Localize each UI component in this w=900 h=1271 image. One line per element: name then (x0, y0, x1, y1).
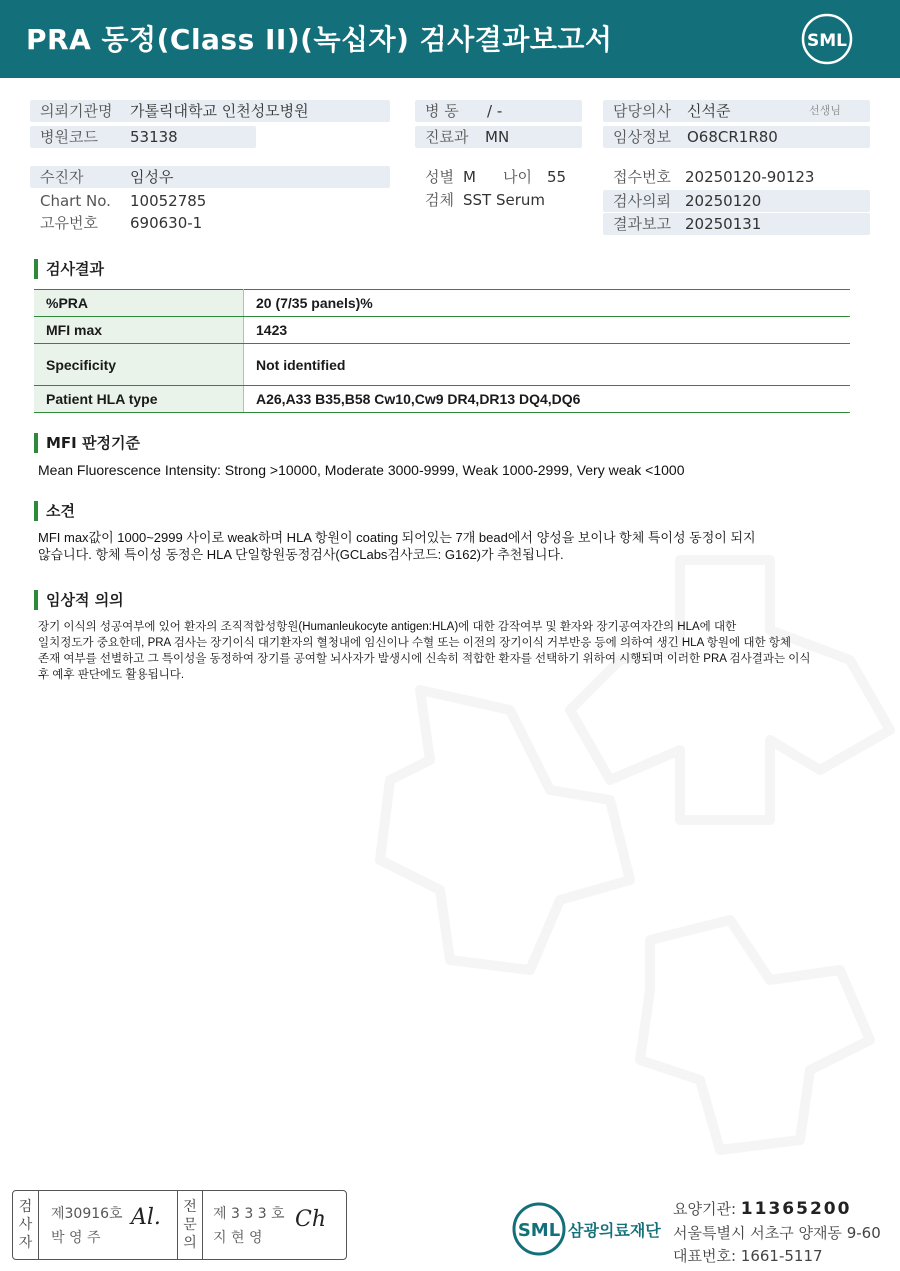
tester-name: 박 영 주 (51, 1230, 101, 1246)
clinical-text: 장기 이식의 성공여부에 있어 환자의 조직적합성항원(Humanleukocyte antigen:HLA)에 대한 감작여부 및 환자와 장기공여자간의 HLA에 대한 일치정도가 중요한데, PRA 검사는 장기이식 대기환자의 혈청내에 임신이나 수혈 또는 이전의 장기이식 거부반응 등에 의하여 생긴 HLA 항원에 대한 항체 존재 여부를 선별하고 그 특이성을 동정하여 장기를 공여할 뇌사자가 발생시에 신속히 적합한 환자를 선택하기 위하여 시행되며 이러한 PRA 검사결과는 이식 후 예후 판단에도 활용됩니다. (38, 621, 811, 681)
result-key: MFI max (34, 317, 244, 344)
specialist-signature: Ch (295, 1207, 327, 1232)
result-value: Not identified (244, 344, 851, 386)
report-header (0, 0, 900, 78)
patient-value: 임성우 (130, 168, 174, 186)
doctor-field: 담당의사 신석준 선생님 (603, 100, 870, 122)
doctor-value: 신석준 (687, 102, 731, 120)
result-value: 1423 (244, 317, 851, 344)
specimen-value: SST Serum (463, 191, 546, 209)
dept-value: MN (485, 128, 510, 146)
receipt-value: 20250120-90123 (685, 168, 815, 186)
result-value: 20 (7/35 panels)% (244, 290, 851, 317)
institution-field: 의뢰기관명 가톨릭대학교 인천성모병원 (30, 100, 390, 122)
clinical-info-field: 임상정보 O68CR1R80 (603, 126, 870, 148)
hospital-code-field: 병원코드 53138 (30, 126, 256, 148)
signature-box (12, 1190, 347, 1260)
age-value: 55 (547, 168, 567, 186)
unique-id-value: 690630-1 (130, 214, 203, 232)
svg-text:SML: SML (807, 31, 847, 51)
org-logo-icon (510, 1200, 568, 1258)
unique-id-field: 고유번호 690630-1 (40, 214, 203, 232)
clinical-section-title: 임상적 의의 (34, 590, 124, 610)
specimen-field: 검체 SST Serum (425, 191, 546, 209)
sml-logo-icon (800, 12, 854, 66)
report-title: PRA 동정(Class II)(녹십자) 검사결과보고서 (26, 23, 613, 56)
receipt-field: 접수번호 20250120-90123 (613, 168, 815, 186)
table-row (34, 344, 850, 386)
hospital-code-value: 53138 (130, 128, 178, 146)
institution-value: 가톨릭대학교 인천성모병원 (130, 102, 309, 120)
sex-age-field: 성별 M 나이 55 (425, 168, 567, 186)
table-row (34, 290, 850, 317)
result-value: A26,A33 B35,B58 Cw10,Cw9 DR4,DR13 DQ4,DQ6 (244, 386, 851, 413)
phone: 대표번호: 1661-5117 (673, 1247, 823, 1265)
tester-signature: Al. (131, 1205, 161, 1230)
specialist-license: 제 3 3 3 호 (213, 1206, 285, 1222)
request-field: 검사의뢰 20250120 (603, 190, 870, 212)
result-key: %PRA (34, 290, 244, 317)
mfi-section-title: MFI 판정기준 (34, 433, 140, 453)
specialist-label: 전 문 의 (177, 1191, 203, 1259)
tester-license: 제30916호 (51, 1206, 123, 1222)
table-row (34, 317, 850, 344)
chart-field: Chart No. 10052785 (40, 192, 207, 210)
chart-value: 10052785 (130, 192, 207, 210)
care-institution: 요양기관: 11365200 (673, 1199, 852, 1219)
result-key: Patient HLA type (34, 386, 244, 413)
request-value: 20250120 (685, 192, 762, 210)
report-date-value: 20250131 (685, 215, 762, 233)
results-table (34, 289, 850, 413)
result-key: Specificity (34, 344, 244, 386)
org-name: 삼광의료재단 (568, 1221, 661, 1240)
dept-field: 진료과 MN (415, 126, 582, 148)
opinion-section-title: 소견 (34, 501, 75, 521)
specialist-name: 지 현 영 (213, 1230, 263, 1246)
sex-value: M (463, 168, 476, 186)
opinion-text: MFI max값이 1000~2999 사이로 weak하며 HLA 항원이 coating 되어있는 7개 bead에서 양성을 보이나 항체 특이성 동정이 되지 않습니다. 항체 특이성 동정은 HLA 단일항원동정검사(GCLabs검사코드: G162)가 추천됩니다. (38, 530, 756, 562)
svg-text:SML: SML (517, 1220, 561, 1241)
address: 서울특별시 서초구 양재동 9-60 (673, 1224, 881, 1242)
results-section-title: 검사결과 (34, 259, 104, 279)
ward-value: / - (487, 102, 503, 120)
doctor-suffix: 선생님 (809, 104, 841, 117)
clinical-info-value: O68CR1R80 (687, 128, 778, 146)
tester-label: 검 사 자 (13, 1191, 39, 1259)
table-row (34, 386, 850, 413)
report-date-field: 결과보고 20250131 (603, 213, 870, 235)
ward-field: 병 동 / - (415, 100, 582, 122)
patient-field: 수진자 임성우 (30, 166, 390, 188)
mfi-criteria-text: Mean Fluorescence Intensity: Strong >10000, Moderate 3000-9999, Weak 1000-2999, Very weak <1000 (38, 462, 685, 478)
